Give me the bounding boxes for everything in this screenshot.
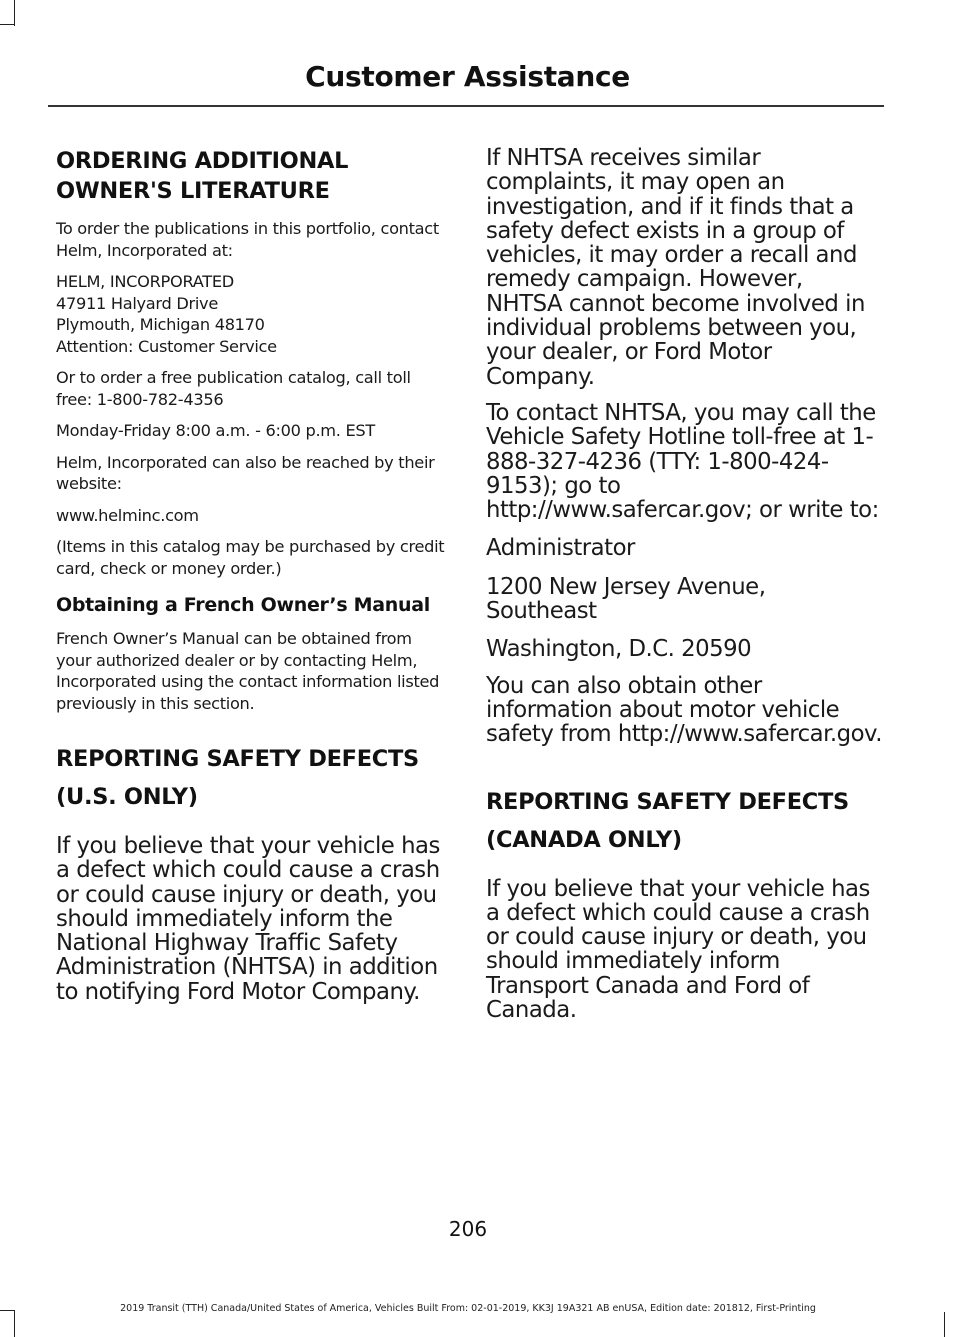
nhtsa-contact-text: To contact NHTSA, you may call the Vehicle Safety Hotline toll-free at 1-888-327-4236 (TTY: 1-800-424-9153); go to http://www.safercar.gov; or write to: — [486, 399, 879, 524]
nhtsa-street — [486, 575, 884, 624]
header-divider — [48, 105, 884, 107]
us-safety-defects-text: If you believe that your vehicle has a defect which could cause a crash or could cause injury or death, you should immediately inform the National Highway Traffic Safety Administration (NHTSA) in addition to notifying Ford Motor Company. — [56, 833, 440, 1005]
nhtsa-admin-line: Administrator — [486, 535, 635, 562]
heading-line: (U.S. ONLY) — [56, 784, 198, 810]
edition-footer: 2019 Transit (TTH) Canada/United States of America, Vehicles Built From: 02-01-2019, KK3J 19A321 AB enUSA, Edition date: 201812, First-Printing — [120, 1303, 816, 1314]
crop-mark — [14, 0, 15, 26]
page-number: 206 — [448, 1217, 488, 1241]
heading-line: REPORTING SAFETY DEFECTS — [56, 746, 419, 772]
address-line: HELM, INCORPORATED — [56, 272, 234, 291]
address-line: Attention: Customer Service — [56, 336, 277, 356]
catalog-phone-text: Or to order a free publication catalog, call toll free: 1-800-782-4356 — [56, 368, 411, 409]
nhtsa-city: Washington, D.C. 20590 — [486, 636, 752, 663]
french-manual-text: French Owner’s Manual can be obtained from your authorized dealer or by contacting Helm, Incorporated using the contact information listed previously in this section. — [56, 629, 440, 713]
french-manual-heading: Obtaining a French Owner’s Manual — [56, 594, 430, 616]
order-intro-text: To order the publications in this portfolio, contact Helm, Incorporated at: — [56, 219, 439, 260]
canada-safety-defects-text: If you believe that your vehicle has a defect which could cause a crash or could cause injury or death, you should immediately inform Transport Canada and Ford of Canada. — [486, 875, 870, 1024]
address-line: 47911 Halyard Drive — [56, 293, 218, 313]
business-hours-text: Monday-Friday 8:00 a.m. - 6:00 p.m. EST — [56, 421, 375, 440]
left-column — [56, 146, 448, 1016]
nhtsa-complaints-text: If NHTSA receives similar complaints, it may open an investigation, and if it finds that a safety defect exists in a group of vehicles, it may order a recall and remedy campaign. However, NHTSA cannot become involved in individual problems between you, your dealer, or Ford Motor Company. — [486, 145, 865, 390]
page-header-title: Customer Assistance — [305, 60, 630, 93]
heading-line: OWNER'S LITERATURE — [56, 178, 330, 204]
right-column — [486, 146, 884, 1034]
website-link[interactable]: www.helminc.com — [56, 505, 199, 525]
helm-address — [56, 271, 448, 357]
heading-line: REPORTING SAFETY DEFECTS — [486, 788, 849, 815]
us-safety-defects-heading — [56, 744, 448, 812]
crop-mark — [0, 24, 14, 25]
ordering-literature-heading — [56, 146, 448, 206]
address-line: Plymouth, Michigan 48170 — [56, 315, 265, 334]
canada-safety-defects-heading — [486, 787, 884, 855]
safety-info-text: You can also obtain other information about motor vehicle safety from http://www.safercar.gov. — [486, 672, 882, 748]
crop-mark — [14, 1310, 15, 1337]
heading-line: (CANADA ONLY) — [486, 826, 682, 853]
address-line: 1200 New Jersey Avenue, — [486, 573, 766, 600]
crop-mark — [944, 1312, 945, 1337]
website-intro-text: Helm, Incorporated can also be reached by their website: — [56, 452, 435, 493]
address-line: Southeast — [486, 598, 597, 625]
heading-line: ORDERING ADDITIONAL — [56, 148, 349, 174]
payment-note-text: (Items in this catalog may be purchased by credit card, check or money order.) — [56, 537, 445, 578]
